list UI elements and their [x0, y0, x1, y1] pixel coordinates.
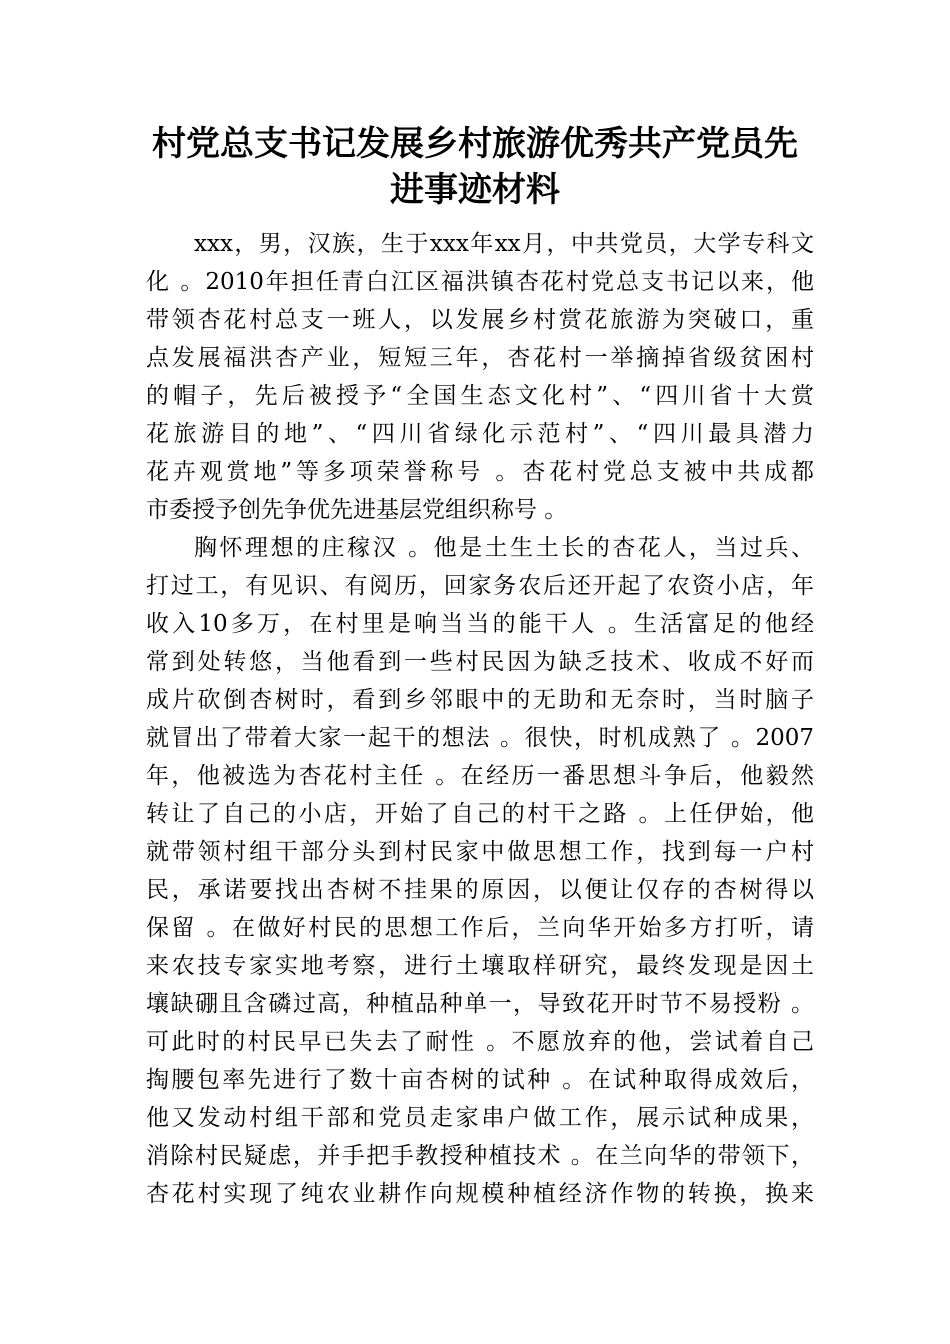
paragraph-line: 可此时的村民早已失去了耐性 。不愿放弃的他，尝试着自己: [146, 1029, 814, 1055]
paragraph-line: 保留 。在做好村民的思想工作后，兰向华开始多方打听，请: [146, 915, 814, 941]
paragraph-line: 常到处转悠，当他看到一些村民因为缺乏技术、收成不好而: [146, 649, 814, 675]
paragraph-line: 的帽子，先后被授予“全国生态文化村”、“四川省十大赏: [146, 383, 814, 409]
paragraph-line: 成片砍倒杏树时，看到乡邻眼中的无助和无奈时，当时脑子: [146, 687, 814, 713]
paragraph-line: 花卉观赏地”等多项荣誉称号 。杏花村党总支被中共成都: [146, 459, 814, 485]
paragraph-line: 带领杏花村总支一班人，以发展乡村赏花旅游为突破口，重: [146, 307, 814, 333]
paragraph-line: 收入10多万，在村里是响当当的能干人 。生活富足的他经: [146, 611, 814, 637]
paragraph-line: 花旅游目的地”、“四川省绿化示范村”、“四川最具潜力: [146, 421, 814, 447]
paragraph-line: 掏腰包率先进行了数十亩杏树的试种 。在试种取得成效后，: [146, 1067, 814, 1093]
paragraph-line: 杏花村实现了纯农业耕作向规模种植经济作物的转换，换来: [146, 1181, 814, 1207]
document-title-line-2: 进事迹材料: [390, 170, 560, 210]
paragraph-line: 民，承诺要找出杏树不挂果的原因，以便让仅存的杏树得以: [146, 877, 814, 903]
paragraph-line: 壤缺硼且含磷过高，种植品种单一，导致花开时节不易授粉 。: [146, 991, 814, 1017]
paragraph-line: 市委授予创先争优先进基层党组织称号 。: [146, 497, 568, 523]
paragraph-line: 点发展福洪杏产业，短短三年，杏花村一举摘掉省级贫困村: [146, 345, 814, 371]
paragraph-line: 化 。2010年担任青白江区福洪镇杏花村党总支书记以来，他: [146, 269, 814, 295]
paragraph-line: 就冒出了带着大家一起干的想法 。很快，时机成熟了 。2007: [146, 725, 814, 751]
paragraph-line: 打过工，有见识、有阅历，回家务农后还开起了农资小店，年: [146, 573, 814, 599]
paragraph-line: 他又发动村组干部和党员走家串户做工作，展示试种成果，: [146, 1105, 814, 1131]
paragraph-line: 转让了自己的小店，开始了自己的村干之路 。上任伊始，他: [146, 801, 814, 827]
paragraph-line: xxx，男，汉族，生于xxx年xx月，中共党员，大学专科文: [194, 231, 814, 257]
paragraph-line: 来农技专家实地考察，进行土壤取样研究，最终发现是因土: [146, 953, 814, 979]
paragraph-line: 年，他被选为杏花村主任 。在经历一番思想斗争后，他毅然: [146, 763, 814, 789]
document-title-line-1: 村党总支书记发展乡村旅游优秀共产党员先: [152, 124, 798, 164]
paragraph-line: 胸怀理想的庄稼汉 。他是土生土长的杏花人，当过兵、: [194, 535, 814, 561]
paragraph-line: 消除村民疑虑，并手把手教授种植技术 。在兰向华的带领下，: [146, 1143, 814, 1169]
paragraph-line: 就带领村组干部分头到村民家中做思想工作，找到每一户村: [146, 839, 814, 865]
